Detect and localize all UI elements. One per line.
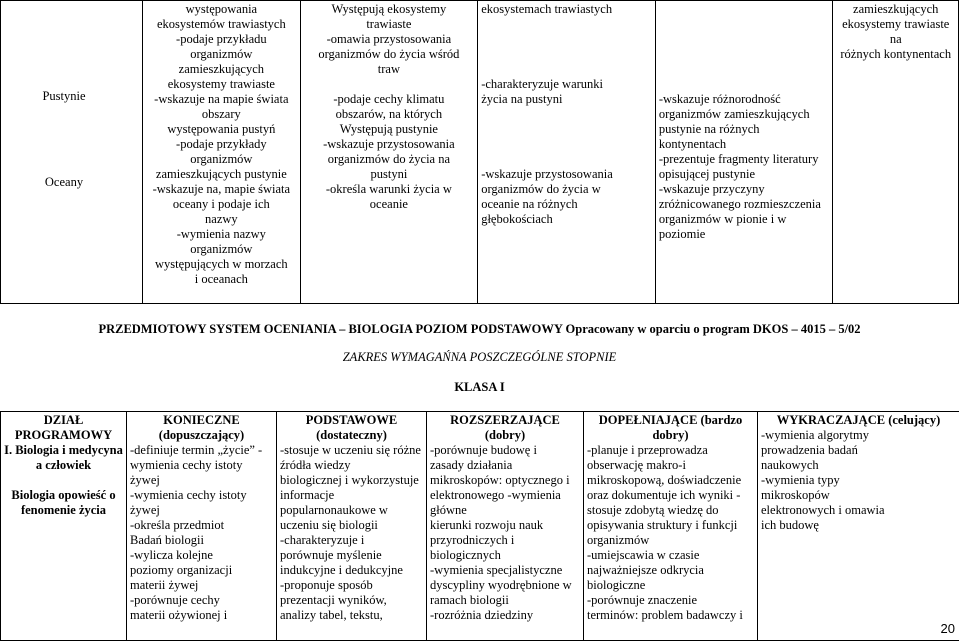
konieczne-text: -definiuje termin „życie” - wymienia cechy istoty żywej -wymienia cechy istoty żywej -określa przedmiot Badań biologii -wylicza kolejne poziomy organizacji materii żywej -porównuje cechy materii ożywionej i [130, 443, 273, 623]
header-wykraczajace: WYKRACZAJĄCE (celujący) [761, 413, 956, 428]
row-label-oceany: Oceany [1, 175, 127, 190]
page-number: 20 [941, 621, 955, 636]
rozszerzajace-text: -porównuje budowę i zasady działania mikroskopów: optycznego i elektronowego -wymienia główne kierunki rozwoju nauk przyrodniczych i biologicznych -wymienia specjalistyczne dyscypliny wyodrębnione w ramach biologii -rozróżnia dziedziny [430, 443, 580, 623]
document-title: PRZEDMIOTOWY SYSTEM OCENIANIA – BIOLOGIA POZIOM PODSTAWOWY Opracowany w oparciu o program DKOS – 4015 – 5/02 [0, 322, 959, 337]
dzial-text: I. Biologia i medycyna a człowiek Biologia opowieść o fenomenie życia [4, 443, 123, 518]
podstawowe-cell [277, 412, 427, 641]
header-dzial: DZIAŁ PROGRAMOWY [4, 413, 123, 443]
class-heading: KLASA I [0, 380, 959, 395]
header-dopelniajace: DOPEŁNIAJĄCE (bardzo dobry) [587, 413, 754, 443]
wykraczajace-text: -wymienia algorytmy prowadzenia badań naukowych -wymienia typy mikroskopów elektronowych i omawia ich budowę [761, 428, 956, 533]
requirements-table [0, 411, 959, 641]
row-label-pustynie: Pustynie [1, 89, 127, 104]
top-col3-cell: ekosystemach trawiastych -charakteryzuje warunki życia na pustyni -wskazuje przystosowania organizmów do życia w oceanie na różnych głębokościach [478, 1, 656, 304]
top-col5-cell: zamieszkujących ekosystemy trawiaste na różnych kontynentach [833, 1, 959, 304]
top-col4-cell: -wskazuje różnorodność organizmów zamieszkujących pustynie na różnych kontynentach -prezentuje fragmenty literatury opisującej pustynie -wskazuje przyczyny zróżnicowanego rozmieszczenia organizmów w pionie i w poziomie [655, 1, 833, 304]
podstawowe-text: -stosuje w uczeniu się różne źródła wiedzy biologicznej i wykorzystuje informacje popularnonaukowe w uczeniu się biologii -charakteryzuje i porównuje myślenie indukcyjne i dedukcyjne -proponuje sposób prezentacji wyników, analizy tabel, tekstu, [280, 443, 423, 623]
dopelniajace-text: -planuje i przeprowadza obserwację makro-i mikroskopową, doświadczenie oraz dokumentuje ich wyniki - stosuje zdobytą wiedzę do opisywania struktury i funkcji organizmów -umiejscawia w czasie najważniejsze odkrycia biologiczne -porównuje znaczenie terminów: problem badawczy i [587, 443, 754, 623]
dzial-cell [1, 412, 127, 641]
header-podstawowe: PODSTAWOWE (dostateczny) [280, 413, 423, 443]
wykraczajace-cell [758, 412, 959, 641]
dopelniajace-cell [584, 412, 758, 641]
rozszerzajace-cell [427, 412, 584, 641]
top-col1-cell: występowania ekosystemów trawiastych -podaje przykładu organizmów zamieszkujących ekosystemy trawiaste -wskazuje na mapie świata obszary występowania pustyń -podaje przykłady organizmów zamieszkujących pustynie -wskazuje na, mapie świata oceany i podaje ich nazwy -wymienia nazwy organizmów występujących w morzach i oceanach [143, 1, 300, 304]
row-labels-cell [1, 1, 143, 304]
header-rozszerzajace: ROZSZERZAJĄCE (dobry) [430, 413, 580, 443]
header-konieczne: KONIECZNE (dopuszczający) [130, 413, 273, 443]
konieczne-cell [127, 412, 277, 641]
top-col2-cell: Występują ekosystemy trawiaste -omawia przystosowania organizmów do życia wśród traw -podaje cechy klimatu obszarów, na których Występują pustynie -wskazuje przystosowania organizmów do życia na pustyni -określa warunki życia w oceanie [300, 1, 478, 304]
document-subtitle: ZAKRES WYMAGAŃNA POSZCZEGÓLNE STOPNIE [0, 350, 959, 365]
top-table [0, 0, 959, 304]
